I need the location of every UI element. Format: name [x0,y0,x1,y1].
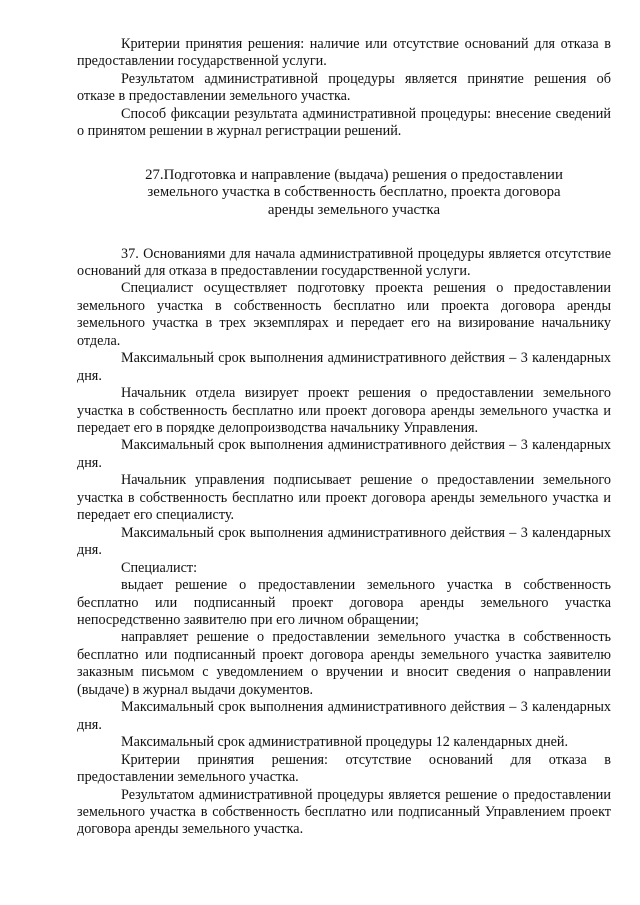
paragraph: Начальник отдела визирует проект решения о предоставлении земельного участка в собственность бесплатно или проект договора аренды земельного участка и передает его в порядке делопроизводства начальнику Управления. [77,385,611,437]
paragraph: Максимальный срок административной процедуры 12 календарных дней. [121,734,569,751]
paragraph: Максимальный срок выполнения административного действия – 3 календарных дня. [77,699,611,733]
paragraph: выдает решение о предоставлении земельного участка в собственность бесплатно или подписанный проект договора аренды земельного участка непосредственно заявителю при его личном обращении; [77,577,611,629]
paragraph: Результатом административной процедуры является решение о предоставлении земельного участка в собственность бесплатно или подписанный Управлением проект договора аренды земельного участка. [77,786,611,838]
paragraph: Максимальный срок выполнения административного действия – 3 календарных дня. [77,524,611,559]
section-heading-line: аренды земельного участка [267,201,441,218]
paragraph: Критерии принятия решения: наличие или отсутствие оснований для отказа в предоставлении государственной услуги. [77,36,611,70]
paragraph: Специалист осуществляет подготовку проекта решения о предоставлении земельного участка в собственность бесплатно или проекта договора аренды земельного участка в трех экземплярах и передает его на визирование начальнику отдела. [77,280,611,349]
paragraph: Максимальный срок выполнения административного действия – 3 календарных дня. [77,350,611,384]
paragraph: Максимальный срок выполнения административного действия – 3 календарных дня. [77,437,611,471]
paragraph: Способ фиксации результата административной процедуры: внесение сведений о принятом решении в журнал регистрации решений. [77,105,611,140]
paragraph: Начальник управления подписывает решение о предоставлении земельного участка в собственность бесплатно или проект договора аренды земельного участка и передает его специалисту. [77,472,611,524]
paragraph: 37. Основаниями для начала административной процедуры является отсутствие оснований для отказа в предоставлении государственной услуги. [77,245,611,279]
paragraph: Результатом административной процедуры является принятие решения об отказе в предоставлении земельного участка. [77,70,611,105]
document-body [77,36,611,839]
paragraph: Критерии принятия решения: отсутствие оснований для отказа в предоставлении земельного участка. [77,751,611,786]
paragraph: Специалист: [121,559,198,576]
paragraph: направляет решение о предоставлении земельного участка в собственность бесплатно или подписанный проект договора аренды земельного участка заявителю заказным письмом с уведомлением о вручении и вносит сведения о направлении (выдаче) в журнал выдачи документов. [77,629,611,698]
section-heading-line: земельного участка в собственность бесплатно, проекта договора [147,184,561,201]
section-heading-line: 27.Подготовка и направление (выдача) решения о предоставлении [145,166,563,183]
section-heading [77,167,611,220]
